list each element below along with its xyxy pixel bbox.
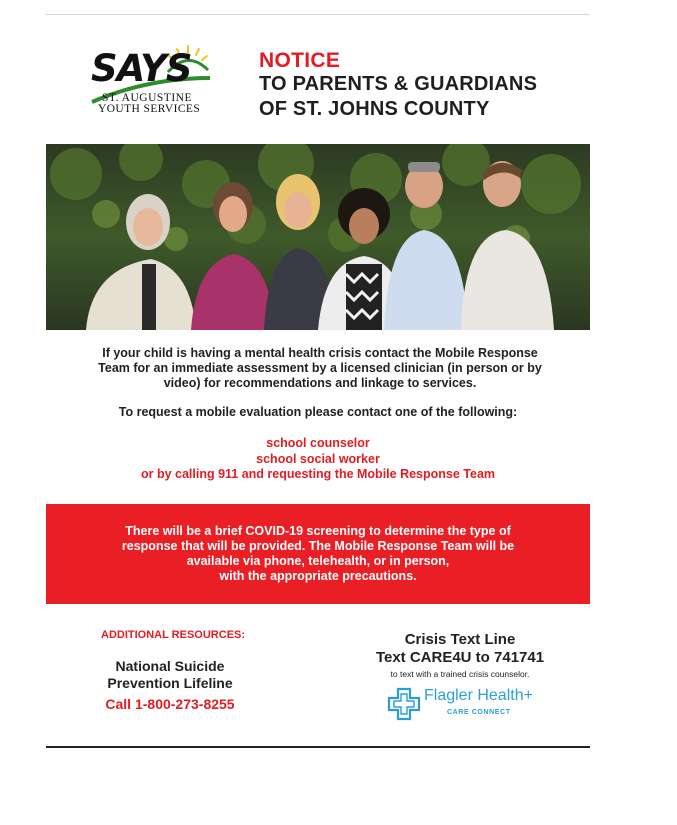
- bottom-divider: [46, 746, 590, 748]
- title-line-1: TO PARENTS & GUARDIANS: [259, 73, 538, 95]
- intro-text-2: for an immediate assessment by a licensed clinician (in person or by video) for recommendations and linkage to services.: [129, 361, 542, 390]
- flagler-health-logo: [386, 686, 546, 722]
- flagler-tagline: CARE CONNECT: [447, 709, 511, 716]
- crisis-text-title: Crisis Text Line: [404, 631, 516, 648]
- banner-line-2: response that will be provided. The Mobile Response Team will be: [121, 539, 515, 553]
- intro-text-1: If your child is having a mental health crisis contact the: [102, 346, 435, 360]
- banner-text: [86, 524, 550, 584]
- logo-subtitle-1: ST. AUGUSTINE: [102, 92, 192, 104]
- contact-options: [46, 436, 590, 483]
- request-instruction: To request a mobile evaluation please contact one of the following:: [118, 405, 518, 419]
- crisis-text-instruction[interactable]: Text CARE4U to 741741: [375, 649, 545, 666]
- team-photo: [46, 144, 590, 330]
- logo-wordmark: SAYS: [91, 47, 192, 90]
- banner-line-3: available via phone, telehealth, or in person,: [186, 554, 450, 568]
- medical-cross-icon: [386, 686, 422, 722]
- crisis-text-subtext: to text with a trained crisis counselor.: [390, 669, 530, 679]
- contact-school-counselor: school counselor: [266, 436, 370, 450]
- page-title: [259, 72, 537, 122]
- suicide-lifeline: [70, 658, 270, 692]
- top-divider: [46, 14, 590, 15]
- banner-line-4: with the appropriate precautions.: [219, 569, 417, 583]
- lifeline-name-1: National Suicide: [115, 658, 225, 674]
- flagler-name: Flagler Health+: [424, 687, 533, 704]
- lifeline-phone[interactable]: Call 1-800-273-8255: [105, 696, 235, 712]
- title-line-2: OF ST. JOHNS COUNTY: [259, 98, 490, 120]
- logo-subtitle-2: YOUTH SERVICES: [98, 103, 201, 115]
- additional-resources-label: ADDITIONAL RESOURCES:: [101, 629, 246, 641]
- intro-emphasis: Mobile Response Team: [98, 346, 538, 375]
- notice-heading: NOTICE: [259, 49, 341, 72]
- lifeline-name-2: Prevention Lifeline: [107, 675, 233, 691]
- banner-line-1: There will be a brief COVID-19 screening to determine the type of: [125, 524, 511, 538]
- says-logo: [88, 44, 213, 120]
- contact-call-911: or by calling 911 and requesting the Mobile Response Team: [140, 467, 496, 481]
- intro-paragraph: [90, 346, 550, 391]
- covid-screening-banner: [46, 504, 590, 604]
- crisis-text-line: [340, 631, 580, 667]
- contact-school-social-worker: school social worker: [256, 451, 380, 466]
